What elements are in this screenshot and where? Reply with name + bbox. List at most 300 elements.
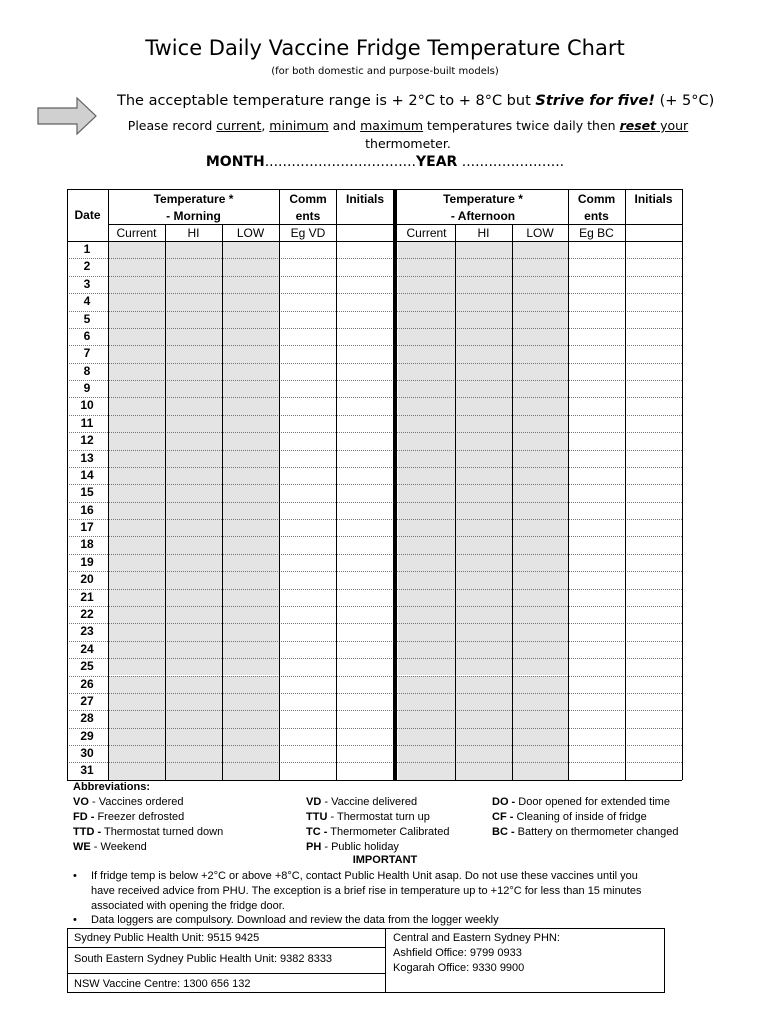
afternoon-comments-cell[interactable] [568, 658, 625, 675]
morning-initials-cell[interactable] [337, 693, 393, 710]
temperature-entry-cell[interactable] [222, 745, 279, 762]
morning-comments-cell[interactable] [280, 571, 336, 588]
afternoon-comments-cell[interactable] [568, 728, 625, 745]
morning-comments-cell[interactable] [280, 641, 336, 658]
afternoon-comments-cell[interactable] [568, 693, 625, 710]
temperature-entry-cell[interactable] [165, 276, 222, 293]
temperature-entry-cell[interactable] [512, 641, 568, 658]
afternoon-comments-cell[interactable] [568, 484, 625, 501]
temperature-entry-cell[interactable] [398, 484, 455, 501]
temperature-entry-cell[interactable] [455, 328, 512, 345]
morning-initials-cell[interactable] [337, 502, 393, 519]
temperature-entry-cell[interactable] [398, 606, 455, 623]
morning-comments-cell[interactable] [280, 536, 336, 553]
temperature-entry-cell[interactable] [455, 519, 512, 536]
afternoon-initials-cell[interactable] [625, 415, 682, 432]
afternoon-initials-cell[interactable] [625, 519, 682, 536]
afternoon-initials-cell[interactable] [625, 432, 682, 449]
temperature-entry-cell[interactable] [398, 745, 455, 762]
afternoon-comments-cell[interactable] [568, 397, 625, 414]
temperature-entry-cell[interactable] [222, 519, 279, 536]
temperature-entry-cell[interactable] [165, 658, 222, 675]
temperature-entry-cell[interactable] [455, 380, 512, 397]
temperature-entry-cell[interactable] [108, 241, 165, 258]
afternoon-initials-cell[interactable] [625, 571, 682, 588]
morning-initials-cell[interactable] [337, 432, 393, 449]
afternoon-initials-cell[interactable] [625, 623, 682, 640]
temperature-entry-cell[interactable] [512, 693, 568, 710]
temperature-entry-cell[interactable] [398, 258, 455, 275]
temperature-entry-cell[interactable] [165, 536, 222, 553]
temperature-entry-cell[interactable] [222, 345, 279, 362]
temperature-entry-cell[interactable] [165, 641, 222, 658]
temperature-entry-cell[interactable] [398, 241, 455, 258]
temperature-entry-cell[interactable] [512, 276, 568, 293]
temperature-entry-cell[interactable] [222, 676, 279, 693]
afternoon-comments-cell[interactable] [568, 345, 625, 362]
afternoon-initials-cell[interactable] [625, 589, 682, 606]
temperature-entry-cell[interactable] [512, 363, 568, 380]
temperature-entry-cell[interactable] [108, 397, 165, 414]
temperature-entry-cell[interactable] [398, 276, 455, 293]
morning-comments-cell[interactable] [280, 380, 336, 397]
temperature-entry-cell[interactable] [455, 623, 512, 640]
morning-initials-cell[interactable] [337, 415, 393, 432]
temperature-entry-cell[interactable] [222, 363, 279, 380]
temperature-entry-cell[interactable] [108, 571, 165, 588]
temperature-entry-cell[interactable] [222, 693, 279, 710]
morning-initials-cell[interactable] [337, 745, 393, 762]
temperature-entry-cell[interactable] [398, 380, 455, 397]
morning-initials-cell[interactable] [337, 450, 393, 467]
afternoon-comments-cell[interactable] [568, 554, 625, 571]
temperature-entry-cell[interactable] [455, 467, 512, 484]
morning-comments-cell[interactable] [280, 554, 336, 571]
afternoon-initials-cell[interactable] [625, 328, 682, 345]
afternoon-initials-cell[interactable] [625, 710, 682, 727]
temperature-entry-cell[interactable] [222, 641, 279, 658]
morning-initials-cell[interactable] [337, 606, 393, 623]
temperature-entry-cell[interactable] [222, 276, 279, 293]
afternoon-comments-cell[interactable] [568, 571, 625, 588]
temperature-entry-cell[interactable] [455, 571, 512, 588]
afternoon-initials-cell[interactable] [625, 258, 682, 275]
afternoon-comments-cell[interactable] [568, 432, 625, 449]
morning-initials-cell[interactable] [337, 345, 393, 362]
temperature-entry-cell[interactable] [108, 693, 165, 710]
temperature-entry-cell[interactable] [222, 762, 279, 779]
temperature-entry-cell[interactable] [165, 484, 222, 501]
temperature-entry-cell[interactable] [222, 432, 279, 449]
temperature-entry-cell[interactable] [165, 502, 222, 519]
afternoon-comments-cell[interactable] [568, 258, 625, 275]
temperature-entry-cell[interactable] [398, 415, 455, 432]
temperature-entry-cell[interactable] [398, 693, 455, 710]
temperature-entry-cell[interactable] [512, 536, 568, 553]
temperature-entry-cell[interactable] [165, 380, 222, 397]
temperature-entry-cell[interactable] [108, 415, 165, 432]
temperature-entry-cell[interactable] [512, 606, 568, 623]
temperature-entry-cell[interactable] [165, 345, 222, 362]
temperature-entry-cell[interactable] [222, 311, 279, 328]
temperature-entry-cell[interactable] [108, 519, 165, 536]
temperature-entry-cell[interactable] [165, 676, 222, 693]
temperature-entry-cell[interactable] [512, 241, 568, 258]
temperature-entry-cell[interactable] [165, 415, 222, 432]
morning-initials-cell[interactable] [337, 623, 393, 640]
temperature-entry-cell[interactable] [108, 311, 165, 328]
temperature-entry-cell[interactable] [222, 380, 279, 397]
morning-comments-cell[interactable] [280, 728, 336, 745]
morning-initials-cell[interactable] [337, 589, 393, 606]
afternoon-initials-cell[interactable] [625, 363, 682, 380]
temperature-entry-cell[interactable] [512, 589, 568, 606]
temperature-entry-cell[interactable] [398, 589, 455, 606]
temperature-entry-cell[interactable] [455, 258, 512, 275]
afternoon-initials-cell[interactable] [625, 502, 682, 519]
temperature-entry-cell[interactable] [108, 762, 165, 779]
temperature-entry-cell[interactable] [398, 467, 455, 484]
temperature-entry-cell[interactable] [165, 710, 222, 727]
afternoon-comments-cell[interactable] [568, 293, 625, 310]
temperature-entry-cell[interactable] [512, 258, 568, 275]
afternoon-initials-cell[interactable] [625, 484, 682, 501]
afternoon-initials-cell[interactable] [625, 641, 682, 658]
temperature-entry-cell[interactable] [108, 293, 165, 310]
temperature-entry-cell[interactable] [165, 519, 222, 536]
morning-comments-cell[interactable] [280, 658, 336, 675]
temperature-entry-cell[interactable] [222, 536, 279, 553]
temperature-entry-cell[interactable] [222, 415, 279, 432]
temperature-entry-cell[interactable] [398, 554, 455, 571]
temperature-entry-cell[interactable] [512, 293, 568, 310]
temperature-entry-cell[interactable] [165, 363, 222, 380]
temperature-entry-cell[interactable] [108, 345, 165, 362]
temperature-entry-cell[interactable] [165, 432, 222, 449]
afternoon-initials-cell[interactable] [625, 293, 682, 310]
temperature-entry-cell[interactable] [108, 623, 165, 640]
temperature-entry-cell[interactable] [512, 345, 568, 362]
temperature-entry-cell[interactable] [398, 676, 455, 693]
temperature-entry-cell[interactable] [165, 450, 222, 467]
temperature-entry-cell[interactable] [512, 502, 568, 519]
temperature-entry-cell[interactable] [108, 606, 165, 623]
temperature-entry-cell[interactable] [165, 311, 222, 328]
afternoon-comments-cell[interactable] [568, 380, 625, 397]
morning-initials-cell[interactable] [337, 241, 393, 258]
temperature-entry-cell[interactable] [512, 467, 568, 484]
morning-comments-cell[interactable] [280, 762, 336, 779]
afternoon-comments-cell[interactable] [568, 415, 625, 432]
temperature-entry-cell[interactable] [455, 241, 512, 258]
temperature-entry-cell[interactable] [398, 762, 455, 779]
afternoon-initials-cell[interactable] [625, 450, 682, 467]
morning-comments-cell[interactable] [280, 484, 336, 501]
temperature-entry-cell[interactable] [455, 606, 512, 623]
morning-comments-cell[interactable] [280, 589, 336, 606]
morning-comments-cell[interactable] [280, 258, 336, 275]
temperature-entry-cell[interactable] [398, 502, 455, 519]
temperature-entry-cell[interactable] [165, 728, 222, 745]
temperature-entry-cell[interactable] [222, 241, 279, 258]
morning-initials-cell[interactable] [337, 658, 393, 675]
temperature-entry-cell[interactable] [455, 641, 512, 658]
temperature-entry-cell[interactable] [455, 293, 512, 310]
temperature-entry-cell[interactable] [222, 589, 279, 606]
temperature-entry-cell[interactable] [165, 571, 222, 588]
temperature-entry-cell[interactable] [398, 293, 455, 310]
temperature-entry-cell[interactable] [108, 536, 165, 553]
temperature-entry-cell[interactable] [512, 415, 568, 432]
afternoon-initials-cell[interactable] [625, 311, 682, 328]
temperature-entry-cell[interactable] [455, 502, 512, 519]
temperature-entry-cell[interactable] [455, 658, 512, 675]
temperature-entry-cell[interactable] [222, 623, 279, 640]
temperature-entry-cell[interactable] [512, 623, 568, 640]
temperature-entry-cell[interactable] [108, 745, 165, 762]
temperature-entry-cell[interactable] [512, 676, 568, 693]
temperature-entry-cell[interactable] [222, 606, 279, 623]
temperature-entry-cell[interactable] [512, 450, 568, 467]
morning-comments-cell[interactable] [280, 606, 336, 623]
temperature-entry-cell[interactable] [455, 363, 512, 380]
morning-comments-cell[interactable] [280, 693, 336, 710]
temperature-entry-cell[interactable] [512, 519, 568, 536]
morning-initials-cell[interactable] [337, 676, 393, 693]
temperature-entry-cell[interactable] [512, 658, 568, 675]
temperature-entry-cell[interactable] [512, 484, 568, 501]
morning-initials-cell[interactable] [337, 554, 393, 571]
morning-comments-cell[interactable] [280, 623, 336, 640]
temperature-entry-cell[interactable] [108, 276, 165, 293]
temperature-entry-cell[interactable] [398, 345, 455, 362]
temperature-entry-cell[interactable] [512, 432, 568, 449]
temperature-entry-cell[interactable] [512, 710, 568, 727]
temperature-entry-cell[interactable] [108, 363, 165, 380]
morning-comments-cell[interactable] [280, 415, 336, 432]
afternoon-initials-cell[interactable] [625, 380, 682, 397]
morning-initials-cell[interactable] [337, 397, 393, 414]
temperature-entry-cell[interactable] [165, 693, 222, 710]
temperature-entry-cell[interactable] [108, 658, 165, 675]
temperature-entry-cell[interactable] [165, 467, 222, 484]
afternoon-initials-cell[interactable] [625, 728, 682, 745]
temperature-entry-cell[interactable] [222, 571, 279, 588]
temperature-entry-cell[interactable] [455, 484, 512, 501]
temperature-entry-cell[interactable] [455, 710, 512, 727]
temperature-entry-cell[interactable] [108, 258, 165, 275]
morning-comments-cell[interactable] [280, 502, 336, 519]
temperature-entry-cell[interactable] [398, 450, 455, 467]
afternoon-initials-cell[interactable] [625, 606, 682, 623]
morning-initials-cell[interactable] [337, 762, 393, 779]
afternoon-comments-cell[interactable] [568, 450, 625, 467]
afternoon-comments-cell[interactable] [568, 467, 625, 484]
temperature-entry-cell[interactable] [398, 623, 455, 640]
temperature-entry-cell[interactable] [108, 641, 165, 658]
temperature-entry-cell[interactable] [455, 693, 512, 710]
temperature-entry-cell[interactable] [222, 554, 279, 571]
temperature-entry-cell[interactable] [165, 762, 222, 779]
temperature-entry-cell[interactable] [222, 484, 279, 501]
morning-comments-cell[interactable] [280, 745, 336, 762]
temperature-entry-cell[interactable] [108, 554, 165, 571]
temperature-entry-cell[interactable] [512, 728, 568, 745]
morning-initials-cell[interactable] [337, 484, 393, 501]
morning-initials-cell[interactable] [337, 311, 393, 328]
afternoon-initials-cell[interactable] [625, 345, 682, 362]
temperature-entry-cell[interactable] [165, 258, 222, 275]
temperature-entry-cell[interactable] [398, 363, 455, 380]
temperature-entry-cell[interactable] [108, 589, 165, 606]
temperature-entry-cell[interactable] [398, 571, 455, 588]
temperature-entry-cell[interactable] [108, 467, 165, 484]
temperature-entry-cell[interactable] [222, 710, 279, 727]
temperature-entry-cell[interactable] [512, 380, 568, 397]
afternoon-initials-cell[interactable] [625, 762, 682, 779]
afternoon-initials-cell[interactable] [625, 693, 682, 710]
afternoon-comments-cell[interactable] [568, 519, 625, 536]
afternoon-comments-cell[interactable] [568, 641, 625, 658]
temperature-entry-cell[interactable] [108, 728, 165, 745]
afternoon-comments-cell[interactable] [568, 676, 625, 693]
afternoon-comments-cell[interactable] [568, 623, 625, 640]
afternoon-initials-cell[interactable] [625, 676, 682, 693]
temperature-entry-cell[interactable] [512, 762, 568, 779]
temperature-entry-cell[interactable] [398, 397, 455, 414]
afternoon-comments-cell[interactable] [568, 328, 625, 345]
temperature-entry-cell[interactable] [512, 571, 568, 588]
temperature-entry-cell[interactable] [455, 432, 512, 449]
temperature-entry-cell[interactable] [165, 397, 222, 414]
temperature-entry-cell[interactable] [222, 397, 279, 414]
temperature-entry-cell[interactable] [108, 710, 165, 727]
morning-initials-cell[interactable] [337, 467, 393, 484]
morning-comments-cell[interactable] [280, 519, 336, 536]
temperature-entry-cell[interactable] [165, 328, 222, 345]
afternoon-comments-cell[interactable] [568, 363, 625, 380]
morning-comments-cell[interactable] [280, 397, 336, 414]
temperature-entry-cell[interactable] [398, 728, 455, 745]
morning-comments-cell[interactable] [280, 450, 336, 467]
temperature-entry-cell[interactable] [108, 676, 165, 693]
temperature-entry-cell[interactable] [222, 728, 279, 745]
temperature-entry-cell[interactable] [108, 328, 165, 345]
afternoon-initials-cell[interactable] [625, 467, 682, 484]
temperature-entry-cell[interactable] [108, 380, 165, 397]
afternoon-comments-cell[interactable] [568, 311, 625, 328]
morning-comments-cell[interactable] [280, 293, 336, 310]
temperature-entry-cell[interactable] [165, 606, 222, 623]
temperature-entry-cell[interactable] [222, 293, 279, 310]
temperature-entry-cell[interactable] [455, 762, 512, 779]
temperature-entry-cell[interactable] [165, 745, 222, 762]
temperature-entry-cell[interactable] [165, 241, 222, 258]
temperature-entry-cell[interactable] [455, 676, 512, 693]
afternoon-comments-cell[interactable] [568, 710, 625, 727]
afternoon-initials-cell[interactable] [625, 658, 682, 675]
morning-initials-cell[interactable] [337, 363, 393, 380]
afternoon-initials-cell[interactable] [625, 241, 682, 258]
afternoon-comments-cell[interactable] [568, 762, 625, 779]
temperature-entry-cell[interactable] [455, 311, 512, 328]
afternoon-comments-cell[interactable] [568, 241, 625, 258]
afternoon-initials-cell[interactable] [625, 276, 682, 293]
temperature-entry-cell[interactable] [398, 328, 455, 345]
temperature-entry-cell[interactable] [108, 432, 165, 449]
temperature-entry-cell[interactable] [512, 328, 568, 345]
morning-comments-cell[interactable] [280, 467, 336, 484]
morning-comments-cell[interactable] [280, 328, 336, 345]
month-field[interactable]: .................................. [264, 154, 416, 170]
temperature-entry-cell[interactable] [455, 554, 512, 571]
afternoon-initials-cell[interactable] [625, 554, 682, 571]
morning-initials-cell[interactable] [337, 519, 393, 536]
temperature-entry-cell[interactable] [108, 450, 165, 467]
morning-comments-cell[interactable] [280, 345, 336, 362]
temperature-entry-cell[interactable] [398, 641, 455, 658]
temperature-entry-cell[interactable] [455, 745, 512, 762]
temperature-entry-cell[interactable] [455, 536, 512, 553]
temperature-entry-cell[interactable] [222, 450, 279, 467]
temperature-entry-cell[interactable] [108, 502, 165, 519]
morning-initials-cell[interactable] [337, 328, 393, 345]
afternoon-comments-cell[interactable] [568, 502, 625, 519]
afternoon-comments-cell[interactable] [568, 536, 625, 553]
morning-comments-cell[interactable] [280, 710, 336, 727]
afternoon-comments-cell[interactable] [568, 589, 625, 606]
temperature-entry-cell[interactable] [455, 397, 512, 414]
afternoon-initials-cell[interactable] [625, 745, 682, 762]
temperature-entry-cell[interactable] [398, 536, 455, 553]
morning-comments-cell[interactable] [280, 676, 336, 693]
temperature-entry-cell[interactable] [455, 589, 512, 606]
temperature-entry-cell[interactable] [222, 502, 279, 519]
afternoon-initials-cell[interactable] [625, 536, 682, 553]
morning-comments-cell[interactable] [280, 311, 336, 328]
morning-initials-cell[interactable] [337, 293, 393, 310]
morning-initials-cell[interactable] [337, 710, 393, 727]
temperature-entry-cell[interactable] [165, 554, 222, 571]
temperature-entry-cell[interactable] [398, 658, 455, 675]
year-field[interactable]: ....................... [457, 154, 565, 170]
morning-initials-cell[interactable] [337, 380, 393, 397]
morning-initials-cell[interactable] [337, 728, 393, 745]
morning-initials-cell[interactable] [337, 276, 393, 293]
temperature-entry-cell[interactable] [165, 589, 222, 606]
temperature-entry-cell[interactable] [455, 276, 512, 293]
temperature-entry-cell[interactable] [512, 311, 568, 328]
temperature-entry-cell[interactable] [455, 345, 512, 362]
temperature-entry-cell[interactable] [108, 484, 165, 501]
temperature-entry-cell[interactable] [512, 397, 568, 414]
temperature-entry-cell[interactable] [398, 432, 455, 449]
afternoon-initials-cell[interactable] [625, 397, 682, 414]
morning-initials-cell[interactable] [337, 536, 393, 553]
temperature-entry-cell[interactable] [398, 710, 455, 727]
morning-comments-cell[interactable] [280, 276, 336, 293]
temperature-entry-cell[interactable] [512, 745, 568, 762]
morning-initials-cell[interactable] [337, 258, 393, 275]
morning-initials-cell[interactable] [337, 641, 393, 658]
temperature-entry-cell[interactable] [222, 467, 279, 484]
afternoon-comments-cell[interactable] [568, 606, 625, 623]
afternoon-comments-cell[interactable] [568, 745, 625, 762]
temperature-entry-cell[interactable] [455, 728, 512, 745]
temperature-entry-cell[interactable] [455, 450, 512, 467]
temperature-entry-cell[interactable] [222, 658, 279, 675]
afternoon-comments-cell[interactable] [568, 276, 625, 293]
